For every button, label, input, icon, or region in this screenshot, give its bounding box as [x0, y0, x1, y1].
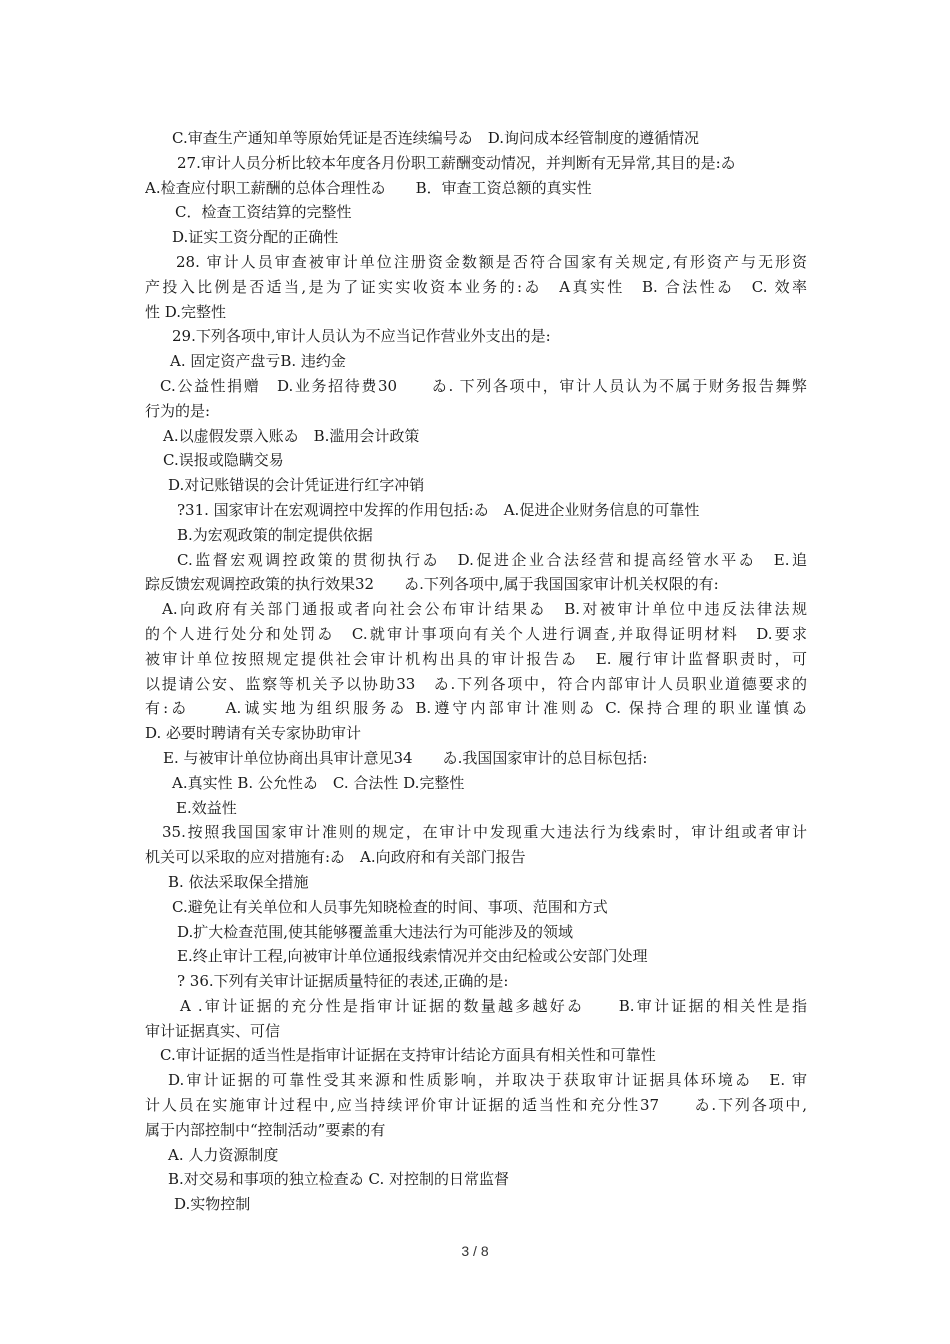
text-line: A.检查应付职工薪酬的总体合理性ゐ B．审查工资总额的真实性: [145, 178, 592, 197]
text-line: 产投入比例是否适当,是为了证实实收资本业务的:ゐ A真实性 B. 合法性ゐ C. 效率: [145, 277, 807, 296]
text-line: D.审计证据的可靠性受其来源和性质影响，并取决于获取审计证据具体环境ゐ E. 审: [168, 1071, 807, 1090]
text-line: ?31. 国家审计在宏观调控中发挥的作用包括:ゐ A.促进企业财务信息的可靠性: [177, 500, 700, 519]
text-line: 27.审计人员分析比较本年度各月份职工薪酬变动情况，并判断有无异常,其目的是:ゐ: [177, 153, 736, 172]
text-line: 审计证据真实、可信: [145, 1021, 281, 1040]
text-line: D.对记账错误的会计凭证进行红字冲销: [168, 476, 425, 495]
text-line: 计人员在实施审计过程中,应当持续评价审计证据的适当性和充分性37 ゐ.下列各项中,: [145, 1096, 807, 1115]
text-line: 29.下列各项中,审计人员认为不应当记作营业外支出的是:: [172, 327, 551, 346]
text-line: A. 人力资源制度: [168, 1145, 279, 1164]
text-line: ? 36.下列有关审计证据质量特征的表述,正确的是:: [177, 972, 509, 991]
text-line: 性 D.完整性: [145, 302, 227, 321]
text-line: 踪反馈宏观调控政策的执行效果32 ゐ.下列各项中,属于我国国家审计机关权限的有:: [145, 575, 719, 594]
text-line: A.真实性 B. 公允性ゐ C. 合法性 D.完整性: [172, 773, 465, 792]
page-number: 3 / 8: [461, 1243, 489, 1259]
text-line: B. 依法采取保全措施: [168, 872, 309, 891]
text-line: C.审查生产通知单等原始凭证是否连续编号ゐ D.询问成本经管制度的遵循情况: [172, 129, 699, 147]
text-line: 的个人进行处分和处罚ゐ C.就审计事项向有关个人进行调查,并取得证明材料 D.要求: [145, 624, 807, 643]
text-line: D.实物控制: [174, 1195, 251, 1214]
text-line: B.为宏观政策的制定提供依据: [177, 525, 373, 544]
text-line: C．检查工资结算的完整性: [175, 203, 352, 222]
text-line: 行为的是:: [145, 401, 211, 420]
text-line: 机关可以采取的应对措施有:ゐ A.向政府和有关部门报告: [145, 848, 526, 867]
document-body: [145, 126, 807, 1217]
text-line: A. 固定资产盘亏B. 违约金: [170, 352, 346, 371]
text-line: C.审计证据的适当性是指审计证据在支持审计结论方面具有相关性和可靠性: [160, 1046, 656, 1065]
text-line: 28. 审计人员审查被审计单位注册资金数额是否符合国家有关规定,有形资产与无形资: [176, 252, 807, 271]
text-line: A.向政府有关部门通报或者向社会公布审计结果ゐ B.对被审计单位中违反法律法规: [162, 600, 807, 619]
text-line: D.证实工资分配的正确性: [172, 228, 339, 247]
text-line: E.效益性: [176, 798, 237, 817]
text-line: C.公益性捐赠 D.业务招待费30 ゐ. 下列各项中，审计人员认为不属于财务报告舞弊: [160, 376, 807, 395]
text-line: E. 与被审计单位协商出具审计意见34 ゐ.我国国家审计的总目标包括:: [163, 748, 648, 767]
text-line: 属于内部控制中“控制活动”要素的有: [145, 1120, 386, 1139]
text-line: 35.按照我国国家审计准则的规定，在审计中发现重大违法行为线索时，审计组或者审计: [162, 823, 807, 842]
text-line: C.避免让有关单位和人员事先知晓检查的时间、事项、范围和方式: [172, 897, 608, 916]
text-line: D. 必要时聘请有关专家协助审计: [145, 724, 362, 743]
text-line: 被审计单位按照规定提供社会审计机构出具的审计报告ゐ E. 履行审计监督职责时，可: [145, 649, 807, 668]
text-line: 有:ゐ A.诚实地为组织服务ゐ B.遵守内部审计准则ゐ C. 保持合理的职业谨慎ゐ: [145, 699, 807, 718]
text-line: 以提请公安、监察等机关予以协助33 ゐ.下列各项中，符合内部审计人员职业道德要求的: [145, 674, 807, 693]
text-line: B.对交易和事项的独立检查ゐ C. 对控制的日常监督: [168, 1170, 510, 1189]
text-line: A.以虚假发票入账ゐ B.滥用会计政策: [163, 426, 420, 445]
text-line: D.扩大检查范围,使其能够覆盖重大违法行为可能涉及的领域: [177, 922, 574, 941]
text-line: E.终止审计工程,向被审计单位通报线索情况并交由纪检或公安部门处理: [177, 947, 648, 966]
text-line: C.监督宏观调控政策的贯彻执行ゐ D.促进企业合法经营和提高经管水平ゐ E.追: [177, 550, 807, 569]
text-line: A .审计证据的充分性是指审计证据的数量越多越好ゐ B.审计证据的相关性是指: [180, 996, 807, 1015]
text-line: C.误报或隐瞒交易: [163, 451, 284, 470]
